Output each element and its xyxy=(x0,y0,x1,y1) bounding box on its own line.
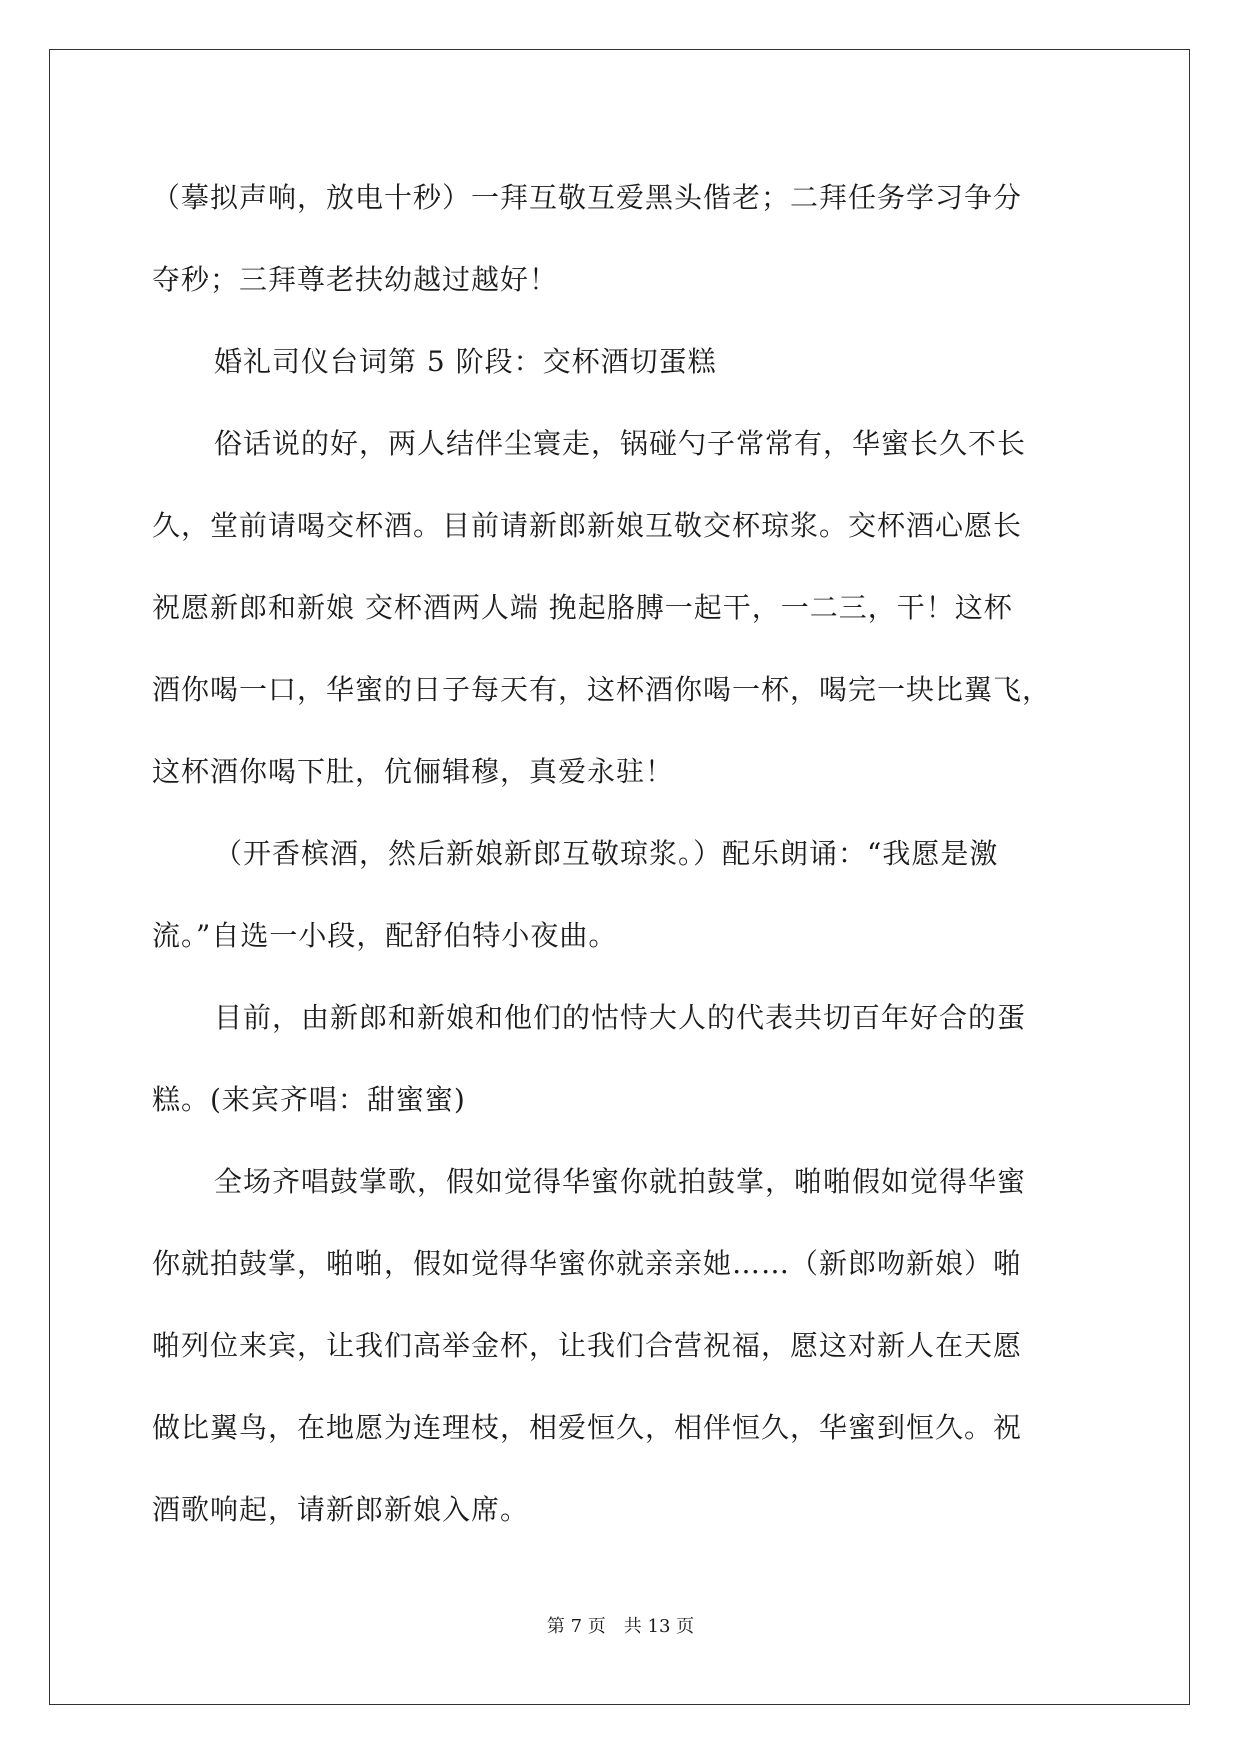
text-line: 你就拍鼓掌，啪啪，假如觉得华蜜你就亲亲她……（新郎吻新娘）啪 xyxy=(152,1247,1023,1280)
section-heading xyxy=(152,321,1088,403)
text-line: 俗话说的好，两人结伴尘寰走，锅碰勺子常常有，华蜜长久不长 xyxy=(214,427,1027,460)
paragraph-1 xyxy=(152,157,1088,321)
text-line: 祝愿新郎和新娘 交杯酒两人端 挽起胳膊一起干，一二三，干！这杯 xyxy=(152,591,1013,624)
text-line: 流。”自选一小段，配舒伯特小夜曲。 xyxy=(152,919,618,952)
text-line: 夺秒；三拜尊老扶幼越过越好！ xyxy=(152,263,559,296)
text-line: （摹拟声响，放电十秒）一拜互敬互爱黑头偕老；二拜任务学习争分 xyxy=(152,181,1023,214)
text-line: 啪列位来宾，让我们高举金杯，让我们合营祝福，愿这对新人在天愿 xyxy=(152,1329,1023,1362)
text-line: 做比翼鸟，在地愿为连理枝，相爱恒久，相伴恒久，华蜜到恒久。祝 xyxy=(152,1411,1023,1444)
text-line: 酒歌响起，请新郎新娘入席。 xyxy=(152,1493,530,1526)
page-number: 第 7 页 xyxy=(546,1616,606,1637)
text-line: （开香槟酒，然后新娘新郎互敬琼浆。）配乐朗诵：“我愿是激 xyxy=(214,837,999,870)
text-line: 久，堂前请喝交杯酒。目前请新郎新娘互敬交杯琼浆。交杯酒心愿长 xyxy=(152,509,1023,542)
paragraph-5 xyxy=(152,977,1088,1141)
text-line: 酒你喝一口，华蜜的日子每天有，这杯酒你喝一杯，喝完一块比翼飞， xyxy=(152,673,1052,706)
paragraph-6 xyxy=(152,1141,1088,1551)
text-line: 糕。(来宾齐唱：甜蜜蜜) xyxy=(152,1083,466,1116)
text-line: 全场齐唱鼓掌歌，假如觉得华蜜你就拍鼓掌，啪啪假如觉得华蜜 xyxy=(214,1165,1027,1198)
paragraph-3 xyxy=(152,403,1088,813)
page-total: 共 13 页 xyxy=(623,1616,695,1637)
paragraph-4 xyxy=(152,813,1088,977)
section-heading-text: 婚礼司仪台词第 5 阶段：交杯酒切蛋糕 xyxy=(214,345,717,378)
text-line: 这杯酒你喝下肚，伉俪辑穆，真爱永驻！ xyxy=(152,755,675,788)
document-body xyxy=(152,157,1088,1551)
page-footer xyxy=(0,1612,1241,1638)
text-line: 目前，由新郎和新娘和他们的怙恃大人的代表共切百年好合的蛋 xyxy=(214,1001,1027,1034)
